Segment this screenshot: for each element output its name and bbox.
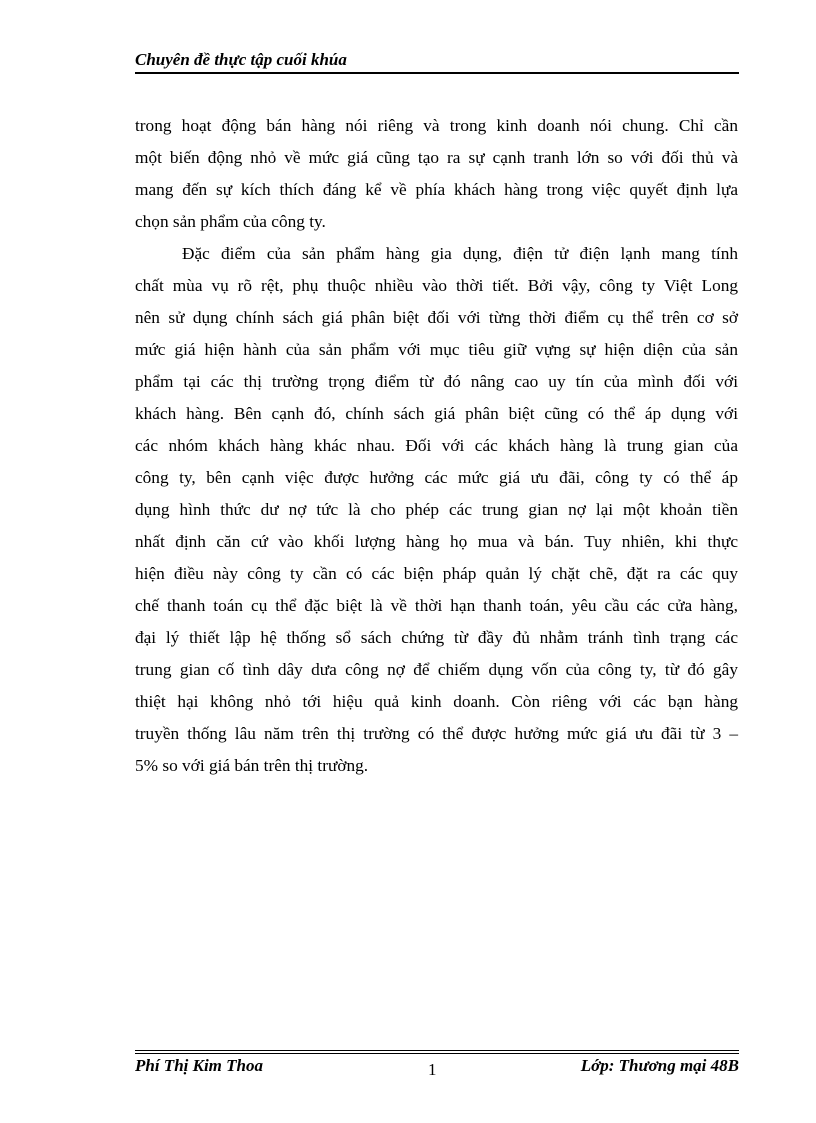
text-line: nên sử dụng chính sách giá phân biệt đối với từng thời điểm cụ thể trên cơ sở [135,308,738,327]
footer-rule-double [135,1053,739,1054]
text-line: truyền thống lâu năm trên thị trường có thể được hưởng mức giá ưu đãi từ 3 – [135,724,738,743]
text-line: chế thanh toán cụ thể đặc biệt là về thời hạn thanh toán, yêu cầu các cửa hàng, [135,596,738,615]
text-line: công ty, bên cạnh việc được hưởng các mức giá ưu đãi, công ty có thể áp [135,468,738,487]
text-line: hiện điều này công ty cần có các biện pháp quản lý chặt chẽ, đặt ra các quy [135,564,738,583]
text-line: dụng hình thức dư nợ tức là cho phép các trung gian nợ lại một khoản tiền [135,500,738,519]
text-line: mang đến sự kích thích đáng kể về phía khách hàng trong việc quyết định lựa [135,180,738,199]
text-line: nhất định căn cứ vào khối lượng hàng họ mua và bán. Tuy nhiên, khi thực [135,532,738,551]
paragraph [135,114,738,242]
page-header-title: Chuyên đề thực tập cuối khúa [135,50,347,69]
text-line: thiệt hại không nhỏ tới hiệu quả kinh doanh. Còn riêng với các bạn hàng [135,692,738,711]
paragraph [135,242,738,786]
text-line: các nhóm khách hàng khác nhau. Đối với các khách hàng là trung gian của [135,436,738,455]
text-line: phẩm tại các thị trường trọng điểm từ đó nâng cao uy tín của mình đối với [135,372,738,391]
text-line: Đặc điểm của sản phẩm hàng gia dụng, điện tử điện lạnh mang tính [182,244,738,263]
text-line: trong hoạt động bán hàng nói riêng và trong kinh doanh nói chung. Chỉ cần [135,116,738,135]
text-line: mức giá hiện hành của sản phẩm với mục tiêu giữ vựng sự hiện diện của sản [135,340,738,359]
footer-class: Lớp: Thương mại 48B [580,1056,739,1075]
text-line: trung gian cố tình dây dưa công nợ để chiếm dụng vốn của công ty, từ đó gây [135,660,738,679]
footer-author: Phí Thị Kim Thoa [135,1056,263,1075]
footer-rule [135,1050,739,1051]
header-rule [135,72,739,74]
text-line: 5% so với giá bán trên thị trường. [135,756,369,775]
text-line: chất mùa vụ rõ rệt, phụ thuộc nhiều vào thời tiết. Bởi vậy, công ty Việt Long [135,276,738,295]
text-line: khách hàng. Bên cạnh đó, chính sách giá phân biệt cũng có thể áp dụng với [135,404,738,423]
page-number: 1 [428,1060,437,1079]
text-line: đại lý thiết lập hệ thống sổ sách chứng từ đầy đủ nhằm tránh tình trạng các [135,628,738,647]
document-body [135,114,738,786]
text-line: một biến động nhỏ về mức giá cũng tạo ra sự cạnh tranh lớn so với đối thủ và [135,148,738,167]
text-line: chọn sản phẩm của công ty. [135,212,326,231]
